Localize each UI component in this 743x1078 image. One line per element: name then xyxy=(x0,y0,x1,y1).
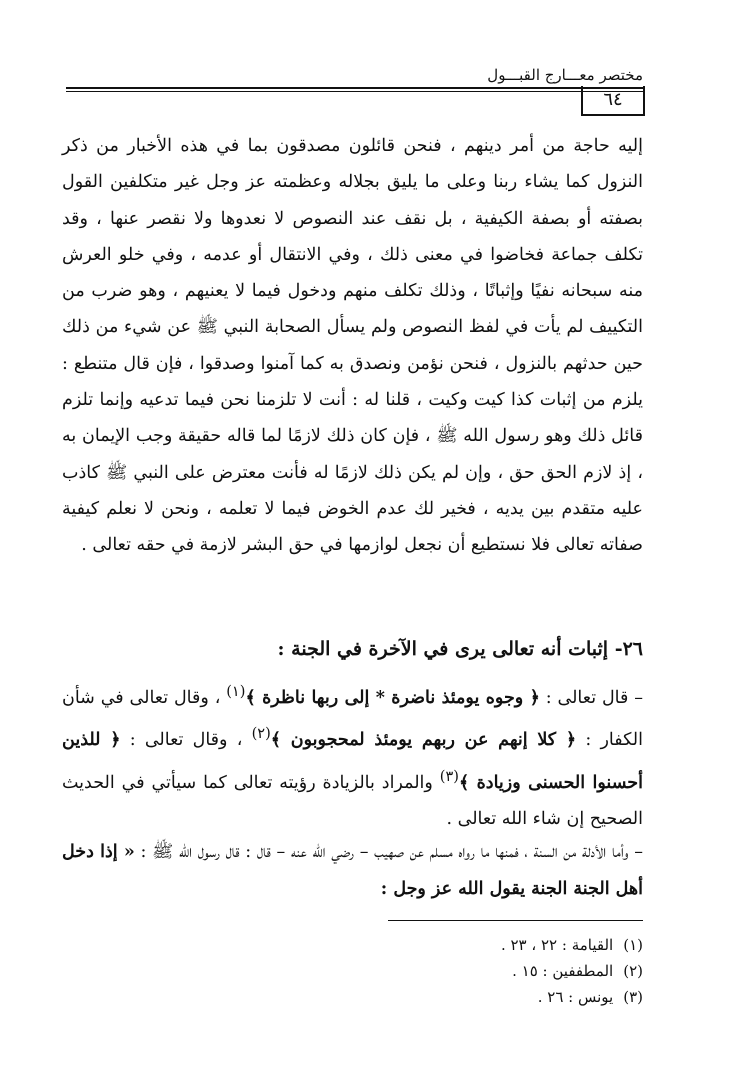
footnotes xyxy=(343,932,643,1010)
footnote-item xyxy=(343,984,643,1010)
footnote-separator xyxy=(388,920,643,921)
quran-tail: والمراد بالزيادة رؤيته تعالى كما سيأتي في الحديث الصحيح إن شاء الله تعالى . xyxy=(62,772,643,829)
footnote-text: يونس : ٢٦ . xyxy=(537,988,614,1006)
footnote-item xyxy=(343,932,643,958)
main-paragraph xyxy=(62,128,643,564)
evidence-line-1: – وأما الأدلة من السنة ، فمنها ما رواه مسلم عن صهيب – رضي الله عنه – xyxy=(276,842,643,862)
quran-connector-2: ، وقال تعالى : xyxy=(129,730,243,751)
verse-3: ﴿ للذين أحسنوا الحسنى وزيادة ﴾ xyxy=(62,730,643,793)
verse-1: ﴿ وجوه يومئذ ناضرة * إلى ربها ناظرة ﴾ xyxy=(245,687,540,708)
sunnah-evidence-paragraph xyxy=(62,834,643,908)
quran-connector-1: ، وقال تعالى في شأن الكفار : xyxy=(62,687,643,751)
footnote-ref-2: (٢) xyxy=(251,725,271,743)
footnote-marker: (١) xyxy=(623,936,643,954)
quran-intro: – قال تعالى : xyxy=(545,687,643,708)
footnote-text: القيامة : ٢٢ ، ٢٣ . xyxy=(500,936,614,954)
footnote-ref-3: (٣) xyxy=(439,767,459,785)
footnote-text: المطففين : ١٥ . xyxy=(512,962,614,980)
hadith-quote: « إذا دخل أهل الجنة الجنة يقول الله عز وجل : xyxy=(62,842,643,899)
evidence-line-2: قال : قال رسول الله ﷺ : xyxy=(140,842,271,862)
page-number: ٦٤ xyxy=(581,86,645,116)
footnote-ref-1: (١) xyxy=(226,683,246,700)
footnote-item xyxy=(343,958,643,984)
footnote-marker: (٢) xyxy=(623,962,643,980)
paragraph-text: إليه حاجة من أمر دينهم ، فنحن قائلون مصدقون بما في هذه الأخبار من ذكر النزول كما يشاء ربنا وعلى ما يليق بجلاله وعظمته عز وجل غير متكلفين القول بصفته أو بصفة الكيفية ، بل نقف عند النصوص لا نعدوها ولا نقصر عنها ، وقد تكلف جماعة فخاضوا في معنى ذلك ، وفي الانتقال أو عدمه ، وفي خلو العرش منه سبحانه نفيًا وإثباتًا ، وذلك تكلف منهم ودخول فيما لا يعنيهم ، وهو ضرب من التكييف لم يأت في لفظ النصوص ولم يسأل الصحابة النبي ﷺ عن شيء من ذلك حين حدثهم بالنزول ، فنحن نؤمن ونصدق به كما آمنوا وصدقوا ، فإن قال متنطع : يلزم من إثبات كذا كيت وكيت ، قلنا له : أنت لا تلزمنا نحن فيما تدعيه وإنما تلزم قائل ذلك وهو رسول الله ﷺ ، فإن كان ذلك لازمًا لما قاله حقيقة وجب الإيمان به ، إذ لازم الحق حق ، وإن لم يكن ذلك لازمًا له فأنت معترض على النبي ﷺ كاذب عليه متقدم بين يديه ، فخير لك عدم الخوض فيما لا تعلمه ، ونحن لا نعلم كيفية صفاته تعالى فلا نستطيع أن نجعل لوازمها في حق البشر لازمة في حقه تعالى . xyxy=(62,136,643,556)
section-heading: ٢٦- إثبات أنه تعالى يرى في الآخرة في الجنة : xyxy=(277,638,643,660)
header-rule-thin xyxy=(66,91,643,92)
header-rule xyxy=(66,87,643,89)
quran-evidence-paragraph xyxy=(62,674,643,837)
running-header-title: مختصر معـــارج القبـــول xyxy=(487,66,643,84)
footnote-marker: (٣) xyxy=(623,988,643,1006)
verse-2: ﴿ كلا إنهم عن ربهم يومئذ لمحجوبون ﴾ xyxy=(270,730,577,751)
